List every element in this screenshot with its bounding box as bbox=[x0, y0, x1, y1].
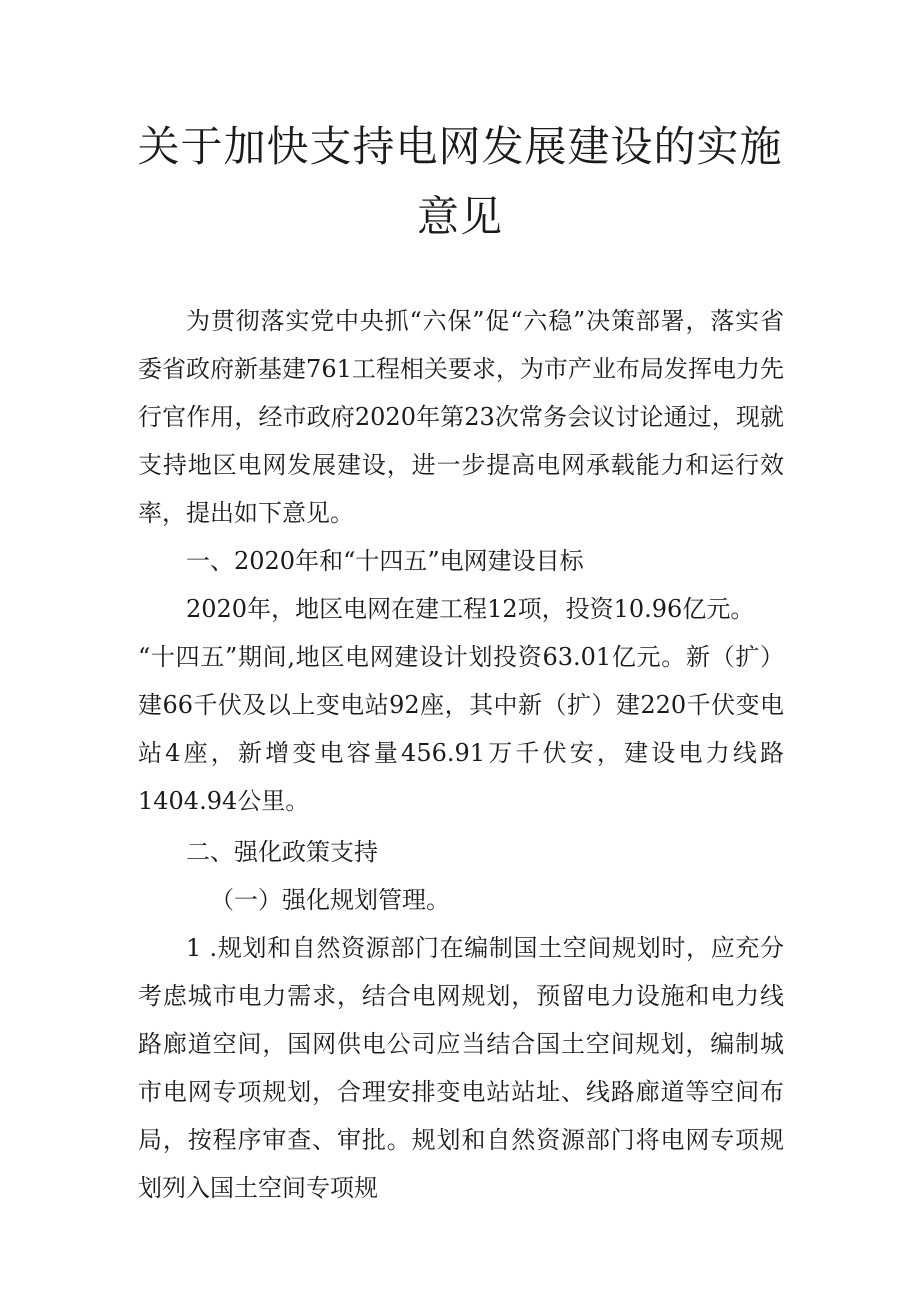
document-title-line-2: 意见 bbox=[416, 192, 503, 241]
subsection-heading-1: （一）强化规划管理。 bbox=[210, 886, 450, 914]
intro-paragraph: 为贯彻落实党中央抓“六保”促“六稳”决策部署，落实省委省政府新基建761工程相关要求，为市产业布局发挥电力先行官作用，经市政府2020年第23次常务会议讨论通过，现就支持地区电网发展建设，进一步提高电网承载能力和运行效率，提出如下意见。 bbox=[138, 307, 784, 527]
document-body bbox=[138, 297, 784, 1212]
document-title-line-1: 关于加快支持电网发展建设的实施 bbox=[137, 122, 783, 171]
section-heading-1: 一、2020年和“十四五”电网建设目标 bbox=[186, 547, 584, 575]
item-1-paragraph: 1 .规划和自然资源部门在编制国土空间规划时，应充分考虑城市电力需求，结合电网规划，预留电力设施和电力线路廊道空间，国网供电公司应当结合国土空间规划，编制城市电网专项规划，合理安排变电站站址、线路廊道等空间布局，按程序审查、审批。规划和自然资源部门将电网专项规划列入国土空间专项规 bbox=[138, 934, 784, 1202]
section-heading-2: 二、强化政策支持 bbox=[186, 838, 378, 866]
goal-2020-paragraph: 2020年，地区电网在建工程12项，投资10.96亿元。 bbox=[186, 595, 755, 623]
goal-14th-five-year-paragraph: “十四五”期间,地区电网建设计划投资63.01亿元。新（扩）建66千伏及以上变电站92座，其中新（扩）建220千伏变电站4座，新增变电容量456.91万千伏安，建设电力线路1404.94公里。 bbox=[138, 643, 784, 815]
